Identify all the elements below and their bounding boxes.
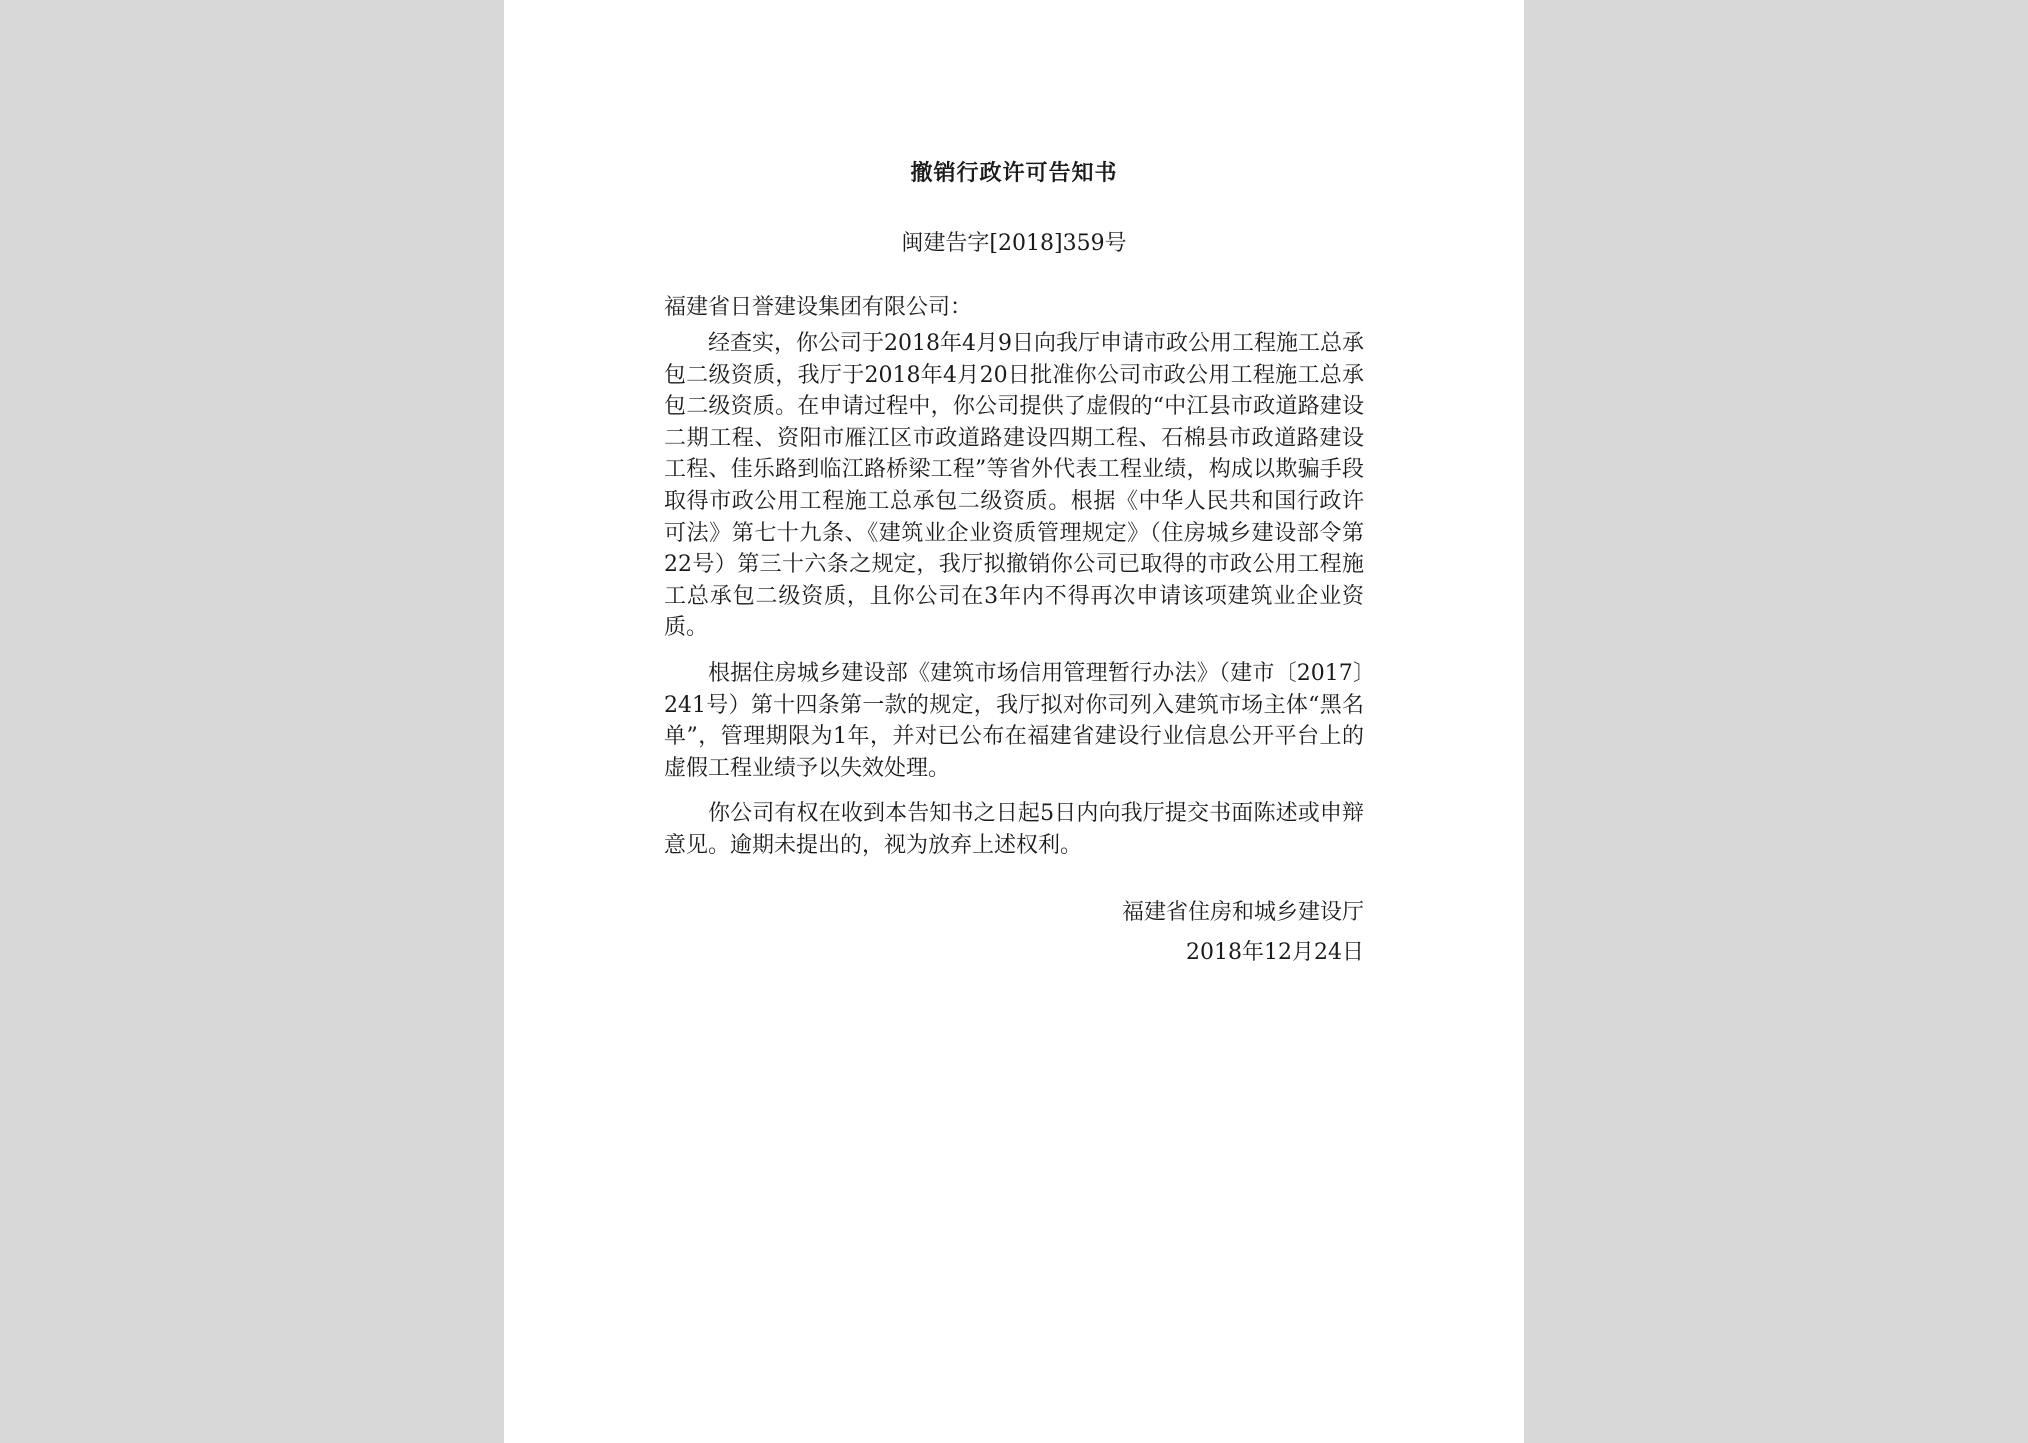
body-paragraph: 你公司有权在收到本告知书之日起5日内向我厅提交书面陈述或申辩意见。逾期未提出的，视为放弃上述权利。: [664, 801, 1364, 858]
body-paragraph: 经查实，你公司于2018年4月9日向我厅申请市政公用工程施工总承包二级资质，我厅于2018年4月20日批准你公司市政公用工程施工总承包二级资质。在申请过程中，你公司提供了虚假的“中江县市政道路建设二期工程、资阳市雁江区市政道路建设四期工程、石棉县市政道路建设工程、佳乐路到临江路桥梁工程”等省外代表工程业绩，构成以欺骗手段取得市政公用工程施工总承包二级资质。根据《中华人民共和国行政许可法》第七十九条、《建筑业企业资质管理规定》（住房城乡建设部令第22号）第三十六条之规定，我厅拟撤销你公司已取得的市政公用工程施工总承包二级资质，且你公司在3年内不得再次申请该项建筑业企业资质。: [664, 331, 1364, 641]
document-body: [664, 328, 1364, 876]
document-title: 撤销行政许可告知书: [910, 160, 1118, 186]
signature-block: [664, 893, 1364, 973]
document-number: 闽建告字[2018]359号: [901, 231, 1127, 256]
addressee: 福建省日誉建设集团有限公司：: [664, 295, 973, 320]
issuer-name: 福建省住房和城乡建设厅: [1121, 900, 1364, 925]
issue-date: 2018年12月24日: [1186, 940, 1364, 965]
body-paragraph: 根据住房城乡建设部《建筑市场信用管理暂行办法》（建市〔2017〕241号）第十四条第一款的规定，我厅拟对你司列入建筑市场主体“黑名单”，管理期限为1年，并对已公布在福建省建设行业信息公开平台上的虚假工程业绩予以失效处理。: [664, 660, 1364, 781]
document-page: [504, 0, 1524, 1443]
